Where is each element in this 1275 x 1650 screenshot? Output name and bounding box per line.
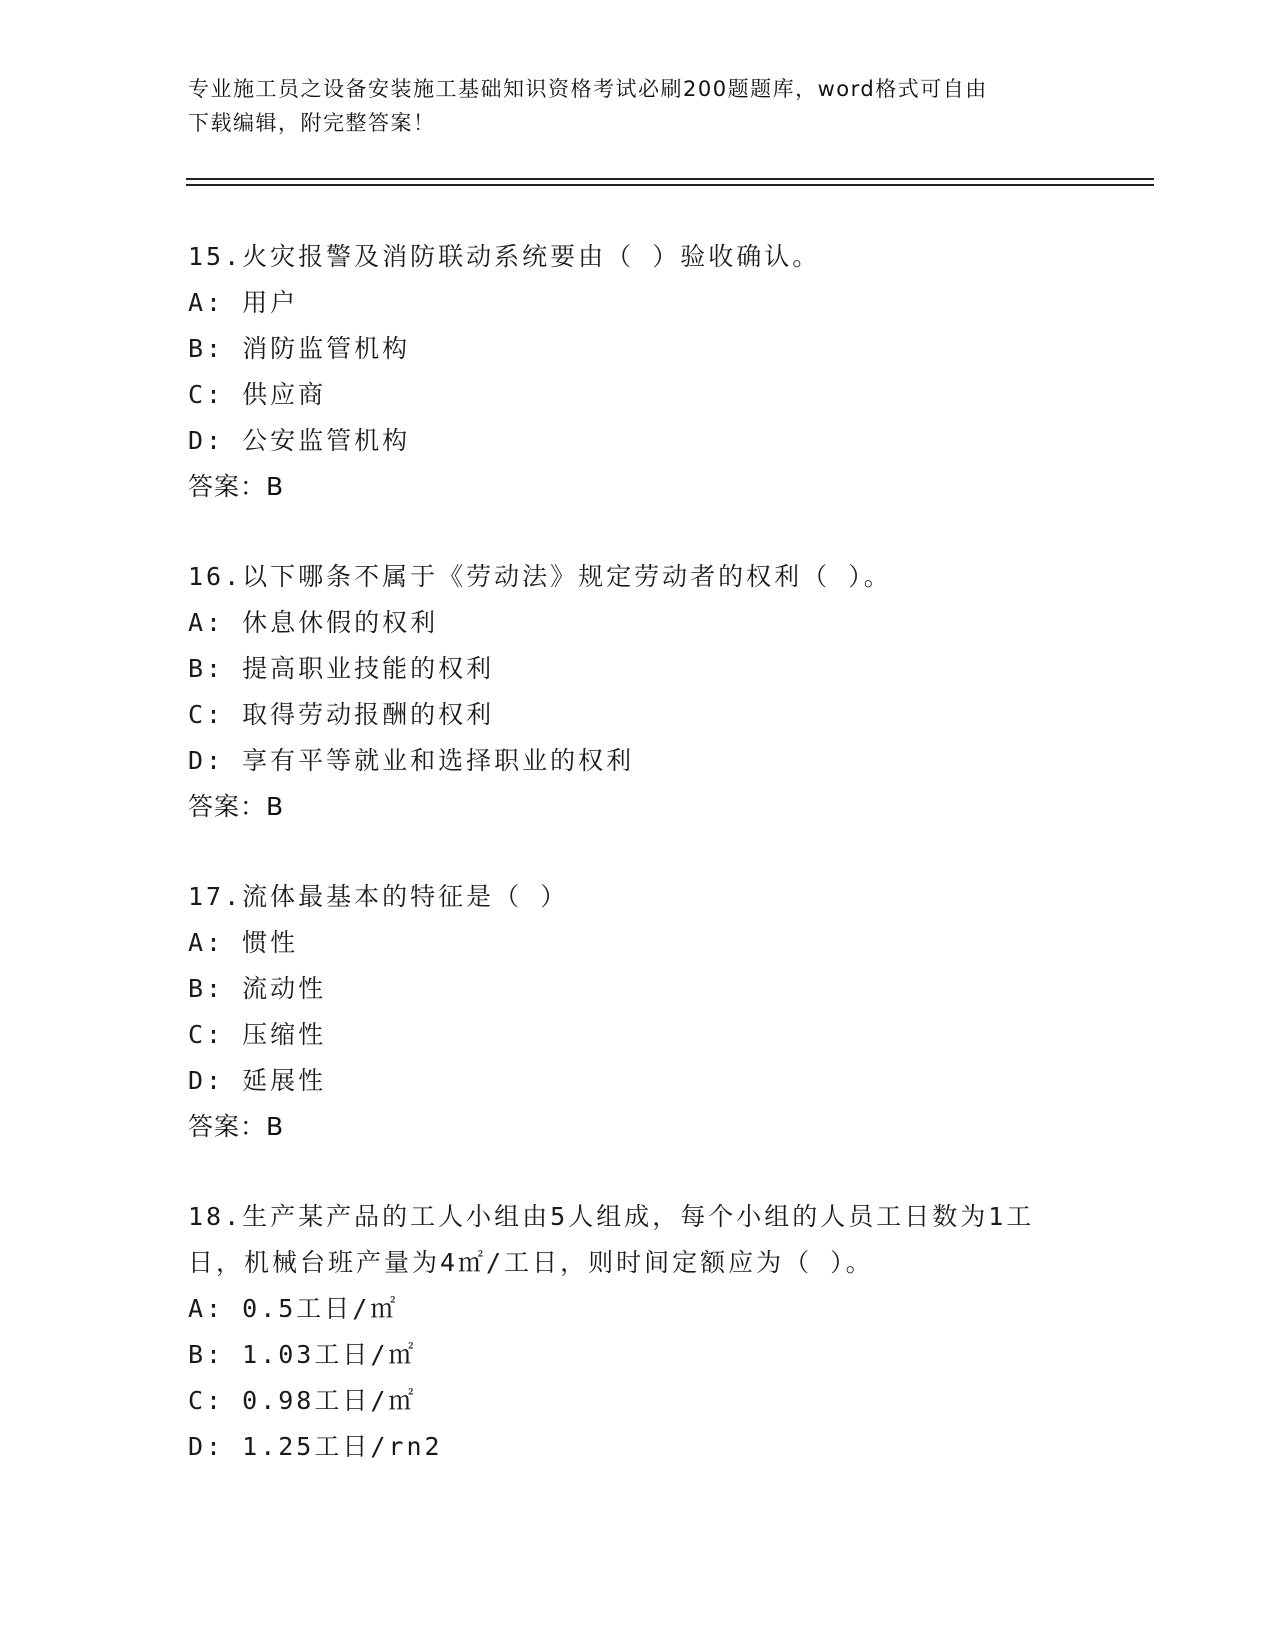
question-18	[188, 1194, 1088, 1470]
header-divider-top	[186, 178, 1154, 180]
option-a: A: 0.5工日/㎡	[188, 1294, 399, 1323]
option-d: D: 享有平等就业和选择职业的权利	[188, 746, 635, 775]
question-stem-line-1: 18.生产某产品的工人小组由5人组成，每个小组的人员工日数为1工	[188, 1202, 1035, 1231]
question-stem: 17.流体最基本的特征是（ ）	[188, 882, 569, 911]
header-divider-bottom	[186, 184, 1154, 186]
question-16	[188, 554, 1088, 830]
option-d: D: 公安监管机构	[188, 426, 411, 455]
question-stem: 16.以下哪条不属于《劳动法》规定劳动者的权利（ ）。	[188, 562, 892, 591]
option-c: C: 0.98工日/㎡	[188, 1386, 417, 1415]
question-stem: 15.火灾报警及消防联动系统要由（ ）验收确认。	[188, 242, 821, 271]
answer-label: 答案：B	[188, 472, 285, 501]
option-a: A: 用户	[188, 288, 299, 317]
option-d: D: 延展性	[188, 1066, 327, 1095]
option-b: B: 1.03工日/㎡	[188, 1340, 417, 1369]
question-17	[188, 874, 1088, 1150]
option-c: C: 压缩性	[188, 1020, 327, 1049]
option-a: A: 休息休假的权利	[188, 608, 439, 637]
question-stem-line-2: 日，机械台班产量为4㎡/工日，则时间定额应为（ ）。	[188, 1248, 874, 1277]
option-b: B: 流动性	[188, 974, 327, 1003]
question-15	[188, 234, 1088, 510]
option-c: C: 取得劳动报酬的权利	[188, 700, 495, 729]
answer-label: 答案：B	[188, 792, 285, 821]
document-header	[188, 72, 1068, 140]
header-line-1: 专业施工员之设备安装施工基础知识资格考试必刷200题题库，word格式可自由	[188, 77, 988, 101]
answer-label: 答案：B	[188, 1112, 285, 1141]
option-b: B: 提高职业技能的权利	[188, 654, 495, 683]
option-c: C: 供应商	[188, 380, 327, 409]
header-line-2: 下载编辑，附完整答案！	[188, 111, 436, 135]
option-a: A: 惯性	[188, 928, 299, 957]
option-b: B: 消防监管机构	[188, 334, 411, 363]
option-d: D: 1.25工日/rn2	[188, 1432, 443, 1461]
